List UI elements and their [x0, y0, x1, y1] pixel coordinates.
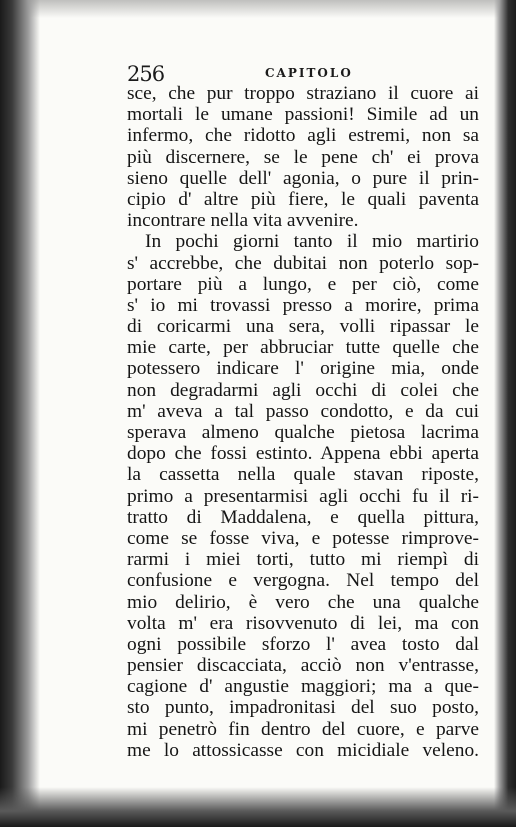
text-line: mi penetrò fin dentro del cuore, e parve [127, 718, 479, 740]
bottom-edge-shadow [0, 787, 516, 827]
text-line: non degradarmi agli occhi di colei che [127, 379, 479, 401]
page-number: 256 [127, 62, 165, 86]
right-edge-shadow [494, 0, 516, 827]
body-text [127, 83, 479, 761]
text-line: tratto di Maddalena, e quella pittura, [127, 506, 479, 528]
text-line: mie carte, per abbruciar tutte quelle che [127, 337, 479, 359]
text-line: sieno quelle dell' agonia, o pure il prin- [127, 167, 479, 189]
paragraph-first-line: In pochi giorni tanto il mio martirio [145, 231, 479, 253]
running-head [127, 62, 479, 84]
text-line: potessero indicare l' origine mia, onde [127, 358, 479, 380]
text-line: volta m' era risovvenuto di lei, ma con [127, 612, 479, 634]
text-line: confusione e vergogna. Nel tempo del [127, 570, 479, 592]
text-line: dopo che fossi estinto. Appena ebbi aperta [127, 443, 479, 465]
text-line: più discernere, se le pene ch' ei prova [127, 146, 479, 168]
text-line: incontrare nella vita avvenire. [127, 210, 359, 232]
left-binding-shadow [0, 0, 40, 827]
text-line: primo a presentarmisi agli occhi fu il ri- [127, 485, 479, 507]
text-line: rarmi i miei torti, tutto mi riempì di [127, 549, 479, 571]
text-line: mortali le umane passioni! Simile ad un [127, 104, 479, 126]
text-line: infermo, che ridotto agli estremi, non sa [127, 125, 479, 147]
text-line: m' aveva a tal passo condotto, e da cui [127, 400, 479, 422]
text-line: come se fosse viva, e potesse rimprove- [127, 527, 479, 549]
text-line: portare più a lungo, e per ciò, come [127, 273, 479, 295]
text-line: la cassetta nella quale stavan riposte, [127, 464, 479, 486]
text-line: di coricarmi una sera, volli ripassar le [127, 316, 479, 338]
text-line: cipio d' altre più fiere, le quali paventa [127, 188, 479, 210]
text-line: pensier discacciata, acciò non v'entrasse, [127, 655, 479, 677]
top-edge-shadow [0, 0, 516, 18]
text-line: sto punto, impadronitasi del suo posto, [127, 697, 479, 719]
text-line: sce, che pur troppo straziano il cuore ai [127, 83, 479, 104]
text-line: cagione d' angustie maggiori; ma a que- [127, 676, 479, 698]
text-line: me lo attossicasse con micidiale veleno. [127, 739, 479, 761]
text-line: sperava almeno qualche pietosa lacrima [127, 422, 479, 443]
chapter-heading: CAPITOLO [265, 66, 353, 80]
text-line: s' accrebbe, che dubitai non poterlo sop- [127, 252, 479, 274]
text-line: ogni possibile sforzo l' avea tosto dal [127, 633, 479, 655]
text-line: s' io mi trovassi presso a morire, prima [127, 294, 479, 316]
text-line: mio delirio, è vero che una qualche [127, 591, 479, 613]
